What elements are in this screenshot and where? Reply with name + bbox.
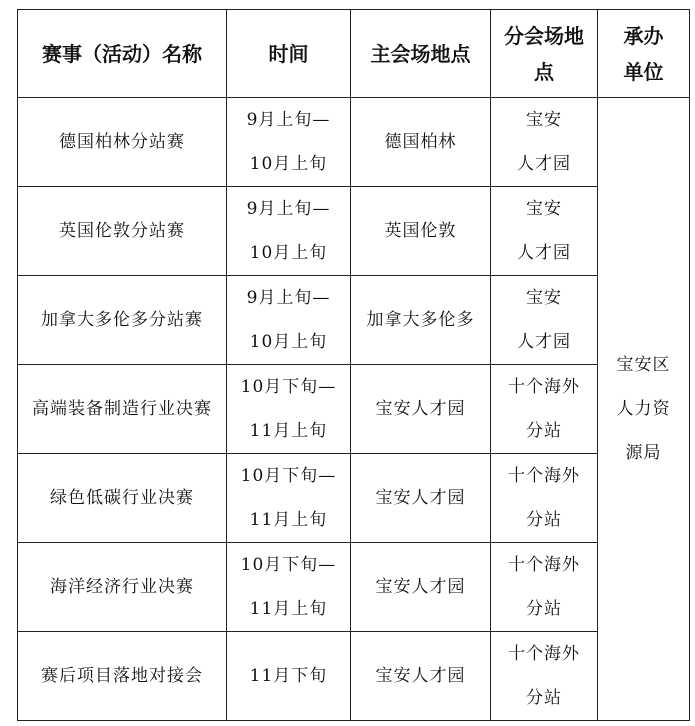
main-venue-cell: 宝安人才园 xyxy=(351,454,491,543)
sub-venue-cell: 十个海外 分站 xyxy=(491,454,598,543)
time-cell: 9月上旬— 10月上旬 xyxy=(227,276,351,365)
table-row xyxy=(18,365,690,454)
header-row xyxy=(18,10,690,98)
header-main-venue: 主会场地点 xyxy=(351,10,491,98)
main-venue-cell: 宝安人才园 xyxy=(351,543,491,632)
event-name-cell: 英国伦敦分站赛 xyxy=(18,187,227,276)
event-schedule-table xyxy=(17,9,690,721)
event-name-cell: 海洋经济行业决赛 xyxy=(18,543,227,632)
time-cell: 9月上旬— 10月上旬 xyxy=(227,187,351,276)
sub-venue-cell: 宝安 人才园 xyxy=(491,276,598,365)
sub-venue-cell: 宝安 人才园 xyxy=(491,98,598,187)
main-venue-cell: 德国柏林 xyxy=(351,98,491,187)
table-row xyxy=(18,543,690,632)
main-venue-cell: 宝安人才园 xyxy=(351,365,491,454)
table-row xyxy=(18,276,690,365)
organizer-cell: 宝安区 人力资 源局 xyxy=(598,98,690,721)
header-time: 时间 xyxy=(227,10,351,98)
sub-venue-cell: 十个海外 分站 xyxy=(491,543,598,632)
main-venue-cell: 加拿大多伦多 xyxy=(351,276,491,365)
time-cell: 10月下旬— 11月上旬 xyxy=(227,365,351,454)
table-row xyxy=(18,187,690,276)
table-row xyxy=(18,454,690,543)
time-cell: 10月下旬— 11月上旬 xyxy=(227,543,351,632)
main-venue-cell: 宝安人才园 xyxy=(351,632,491,721)
table-row xyxy=(18,632,690,721)
header-sub-venue: 分会场地 点 xyxy=(491,10,598,98)
time-cell: 10月下旬— 11月上旬 xyxy=(227,454,351,543)
event-name-cell: 赛后项目落地对接会 xyxy=(18,632,227,721)
header-organizer: 承办 单位 xyxy=(598,10,690,98)
event-name-cell: 加拿大多伦多分站赛 xyxy=(18,276,227,365)
event-name-cell: 高端装备制造行业决赛 xyxy=(18,365,227,454)
sub-venue-cell: 宝安 人才园 xyxy=(491,187,598,276)
header-event-name: 赛事（活动）名称 xyxy=(18,10,227,98)
sub-venue-cell: 十个海外 分站 xyxy=(491,365,598,454)
main-venue-cell: 英国伦敦 xyxy=(351,187,491,276)
sub-venue-cell: 十个海外 分站 xyxy=(491,632,598,721)
event-name-cell: 德国柏林分站赛 xyxy=(18,98,227,187)
table-row xyxy=(18,98,690,187)
event-name-cell: 绿色低碳行业决赛 xyxy=(18,454,227,543)
time-cell: 9月上旬— 10月上旬 xyxy=(227,98,351,187)
time-cell: 11月下旬 xyxy=(227,632,351,721)
